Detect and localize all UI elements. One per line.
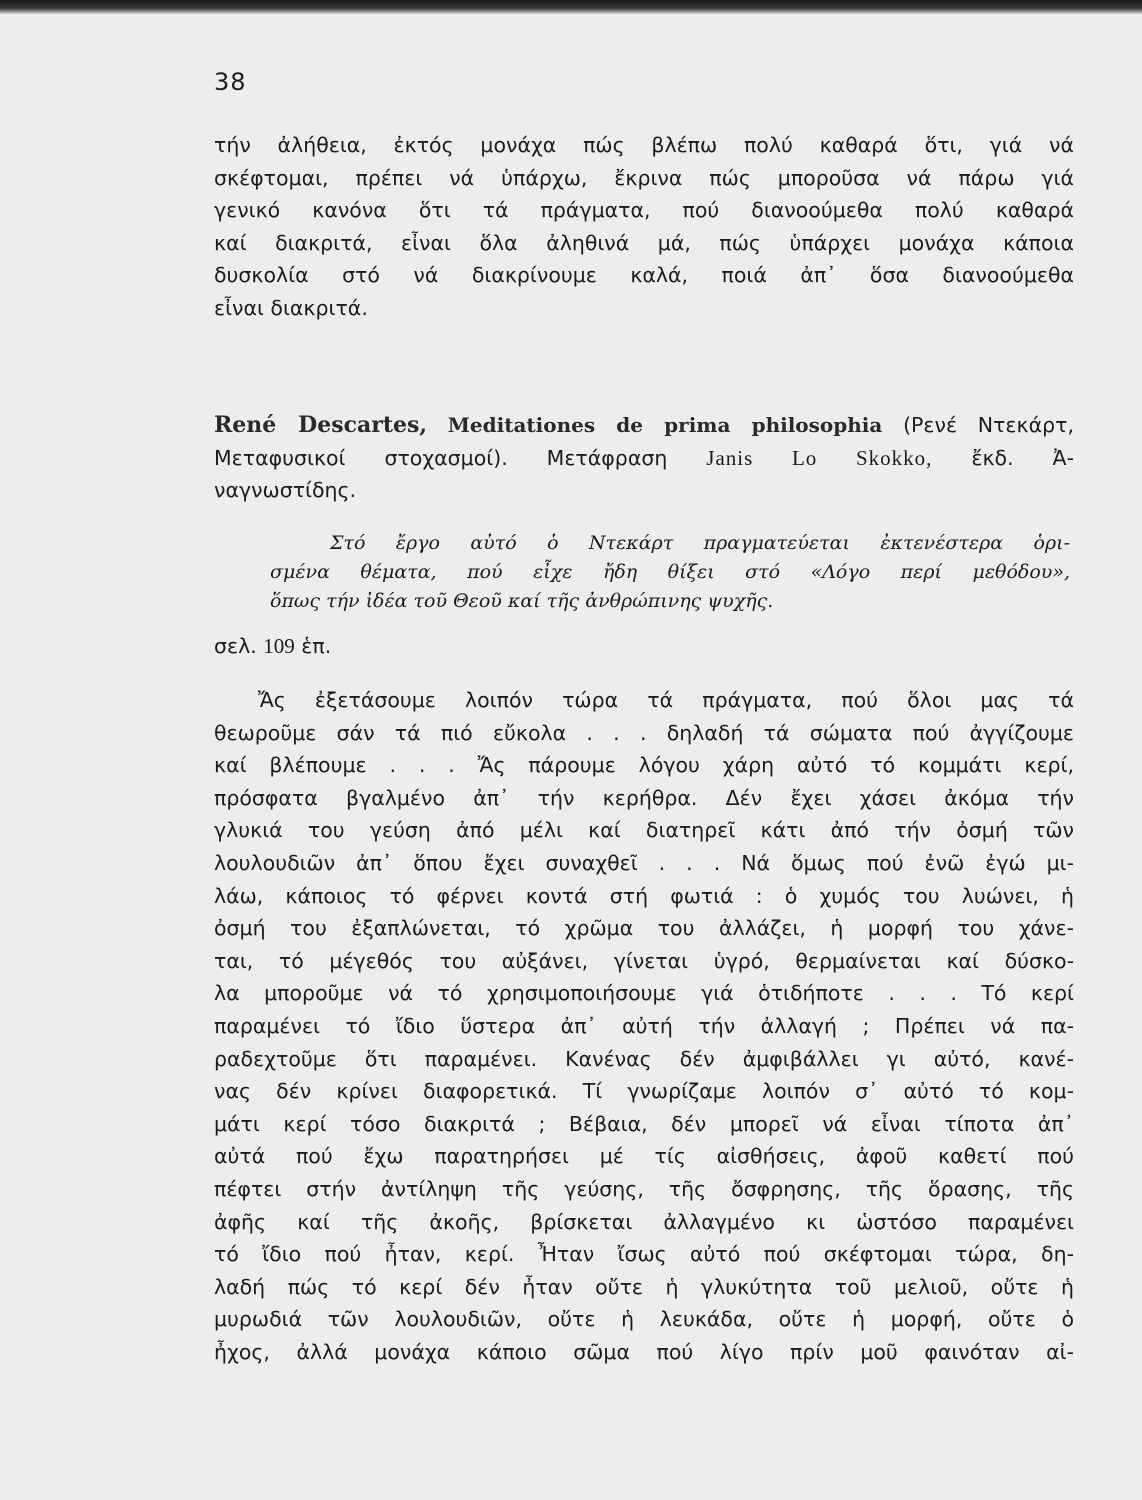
paragraph-intro xyxy=(214,129,1074,325)
reference-suffix: ἑπ. xyxy=(301,634,332,658)
note-line: σμένα θέματα, πού εἶχε ἤδη θίξει στό «Λόγο περί μεθόδου», xyxy=(270,561,1070,583)
text-line: τήν ἀλήθεια, ἐκτός μονάχα πώς βλέπω πολύ καθαρά ὅτι, γιά νά xyxy=(214,133,1074,157)
quote-line: μάτι κερί τόσο διακριτά ; Βέβαια, δέν μπορεῖ νά εἶναι τίποτα ἀπ᾽ xyxy=(214,1111,1074,1136)
quote-line: θεωροῦμε σάν τά πιό εὔκολα . . . δηλαδή τά σώματα πού ἀγγίζουμε xyxy=(214,720,1074,745)
citation-author: René Descartes, xyxy=(214,412,428,438)
quote-line: ἀφῆς καί τῆς ἀκοῆς, βρίσκεται ἀλλαγμένο κι ὡστόσο παραμένει xyxy=(214,1209,1074,1234)
citation-line-3: ναγνωστίδης. xyxy=(214,478,357,503)
quote-line: καί βλέπουμε . . . Ἄς πάρουμε λόγου χάρη αὐτό τό κομμάτι κερί, xyxy=(214,753,1074,778)
text-line: εἶναι διακριτά. xyxy=(214,295,368,320)
quote-line: πέφτει στήν ἀντίληψη τῆς γεύσης, τῆς ὄσφρησης, τῆς ὅρασης, τῆς xyxy=(214,1176,1074,1201)
quote-line: λουλουδιῶν ἀπ᾽ ὅπου ἔχει συναχθεῖ . . . Νά ὅμως πού ἐνῶ ἐγώ μι- xyxy=(214,850,1074,875)
reference-page: 109 xyxy=(263,634,295,658)
citation-work-title: Meditationes de prima philosophia xyxy=(447,413,883,437)
quote-line: ται, τό μέγεθός του αὐξάνει, γίνεται ὑγρό, θερμαίνεται καί δύσκο- xyxy=(214,948,1074,973)
page-reference xyxy=(214,630,1074,662)
quote-line: ὀσμή του ἐξαπλώνεται, τό χρῶμα του ἀλλάζει, ἡ μορφή του χάνε- xyxy=(214,916,1074,941)
note-line: ὅπως τήν ἰδέα τοῦ Θεοῦ καί τῆς ἀνθρώπινης ψυχῆς. xyxy=(270,590,774,612)
quote-line: λάω, κάποιος τό φέρνει κοντά στή φωτιά : ὁ χυμός του λυώνει, ἡ xyxy=(214,883,1074,908)
citation-greek-subtitle: Μεταφυσικοί στοχασμοί). Μετάφραση xyxy=(214,445,668,470)
text-line: δυσκολία στό νά διακρίνουμε καλά, ποιά ἀπ᾽ ὅσα διανοούμεθα xyxy=(214,263,1074,288)
scan-edge-shadow xyxy=(0,0,1142,14)
quote-line: λα μποροῦμε νά τό χρησιμοποιήσουμε γιά ὁτιδήποτε . . . Τό κερί xyxy=(214,981,1074,1006)
quote-line: αὐτά πού ἔχω παρατηρήσει μέ τίς αἰσθήσεις, ἀφοῦ καθετί πού xyxy=(214,1144,1074,1169)
reference-prefix: σελ. xyxy=(214,634,257,658)
text-line: καί διακριτά, εἶναι ὅλα ἀληθινά μά, πώς ὑπάρχει μονάχα κάποια xyxy=(214,230,1074,255)
quote-line: τό ἴδιο πού ἦταν, κερί. Ἦταν ἴσως αὐτό πού σκέφτομαι τώρα, δη- xyxy=(214,1242,1074,1267)
quoted-passage xyxy=(214,684,1074,1368)
quote-line: λαδή πώς τό κερί δέν ἦταν οὔτε ἡ γλυκύτητα τοῦ μελιοῦ, οὔτε ἡ xyxy=(214,1274,1074,1299)
citation-publisher-start: ἔκδ. Ἀ- xyxy=(971,445,1074,470)
quote-line: ραδεχτοῦμε ὅτι παραμένει. Κανένας δέν ἀμφιβάλλει γι αὐτό, κανέ- xyxy=(214,1046,1074,1071)
book-page xyxy=(0,14,1142,1500)
quote-line: γλυκιά του γεύση ἀπό μέλι καί διατηρεῖ κάτι ἀπό τήν ὀσμή τῶν xyxy=(214,818,1074,843)
text-line: γενικό κανόνα ὅτι τά πράγματα, πού διανοούμεθα πολύ καθαρά xyxy=(214,198,1074,223)
citation-line-2 xyxy=(214,442,1074,475)
citation-greek-title: (Ρενέ Ντεκάρτ, xyxy=(903,413,1074,437)
quote-line: ἦχος, ἀλλά μονάχα κάποιο σῶμα πού λίγο πρίν μοῦ φαινόταν αἰ- xyxy=(214,1339,1074,1364)
quote-line: παραμένει τό ἴδιο ὕστερα ἀπ᾽ αὐτή τήν ἀλλαγή ; Πρέπει νά πα- xyxy=(214,1013,1074,1038)
quote-line: μυρωδιά τῶν λουλουδιῶν, οὔτε ἡ λευκάδα, οὔτε ἡ μορφή, οὔτε ὁ xyxy=(214,1307,1074,1332)
quote-line: νας δέν κρίνει διαφορετικά. Τί γνωρίζαμε λοιπόν σ᾽ αὐτό τό κομ- xyxy=(214,1079,1074,1104)
text-line: σκέφτομαι, πρέπει νά ὑπάρχω, ἔκρινα πώς μποροῦσα νά πάρω γιά xyxy=(214,165,1074,190)
quote-line: πρόσφατα βγαλμένο ἀπ᾽ τήν κερήθρα. Δέν ἔχει χάσει ἀκόμα τήν xyxy=(214,785,1074,810)
page-number: 38 xyxy=(214,68,247,96)
note-line: Στό ἔργο αὐτό ὁ Ντεκάρτ πραγματεύεται ἐκτενέστερα ὁρι- xyxy=(330,532,1070,554)
editorial-note xyxy=(270,529,1070,616)
citation-line-1 xyxy=(214,409,1074,442)
quote-line: Ἄς ἐξετάσουμε λοιπόν τώρα τά πράγματα, πού ὅλοι μας τά xyxy=(258,688,1074,712)
citation xyxy=(214,409,1074,507)
citation-translator: Janis Lo Skokko, xyxy=(706,445,933,470)
